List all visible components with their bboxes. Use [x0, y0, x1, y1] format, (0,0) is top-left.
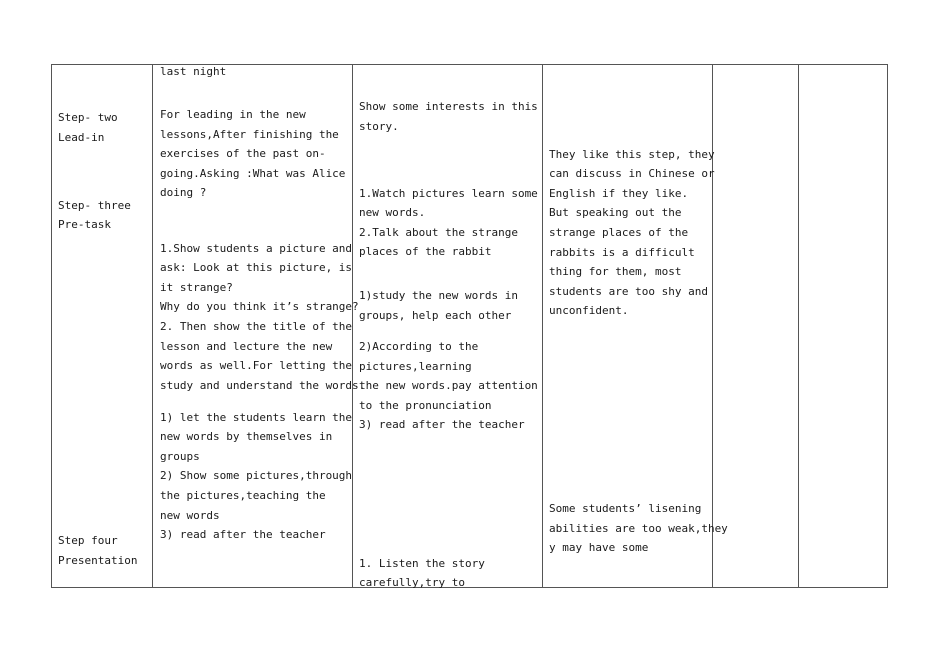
col2-line: words as well.For letting the [160, 359, 353, 372]
col2-line: Why do you think it’s strange? [160, 300, 359, 313]
col2-line: study and understand the words. [160, 379, 366, 392]
col3-line: pictures,learning [359, 360, 472, 373]
col2-line: lessons,After finishing the [160, 128, 339, 141]
col2-list-line: new words by themselves in [160, 430, 333, 443]
column-divider [152, 64, 153, 588]
col3-line: the new words.pay attention [359, 379, 538, 392]
col3-line: 1. Listen the story [359, 557, 485, 570]
presentation-label: Presentation [58, 554, 138, 567]
col2-line: doing ? [160, 186, 207, 199]
col4-line: thing for them, most [549, 265, 682, 278]
step-four-label: Step four [58, 534, 118, 547]
col3-line: 2)According to the [359, 340, 479, 353]
col4-line: can discuss in Chinese or [549, 167, 715, 180]
step-two-label: Step- two [58, 111, 118, 124]
col3-line: Show some interests in this [359, 100, 538, 113]
col2-list-line: new words [160, 509, 220, 522]
col2-list-line: the pictures,teaching the [160, 489, 326, 502]
col2-line: lesson and lecture the new [160, 340, 333, 353]
col3-line: places of the rabbit [359, 245, 492, 258]
col2-list-line: groups [160, 450, 200, 463]
col2-line: last night [160, 65, 227, 78]
col3-line: 2.Talk about the strange [359, 226, 518, 239]
col4-line: unconfident. [549, 304, 629, 317]
col4-line: students are too shy and [549, 285, 708, 298]
col4-line: abilities are too weak,they [549, 522, 728, 535]
col2-line: ask: Look at this picture, is [160, 261, 353, 274]
col2-list-line: 2) Show some pictures,through [160, 469, 353, 482]
col2-line: 2. Then show the title of the [160, 320, 353, 333]
lead-in-label: Lead-in [58, 131, 105, 144]
col3-line: 3) read after the teacher [359, 418, 525, 431]
col4-line: rabbits is a difficult [549, 246, 695, 259]
col3-line: to the pronunciation [359, 399, 492, 412]
col4-line: They like this step, they [549, 148, 715, 161]
col3-line: new words. [359, 206, 426, 219]
column-divider [798, 64, 799, 588]
column-divider [352, 64, 353, 588]
col3-line: story. [359, 120, 399, 133]
col2-list-line: 1) let the students learn the [160, 411, 353, 424]
col3-line: carefully,try to [359, 576, 465, 589]
col2-line: going.Asking :What was Alice [160, 167, 346, 180]
col4-line: y may have some [549, 541, 649, 554]
col2-line: exercises of the past on- [160, 147, 326, 160]
col4-line: strange places of the [549, 226, 689, 239]
col3-line: 1)study the new words in [359, 289, 518, 302]
column-divider [542, 64, 543, 588]
col2-line: it strange? [160, 281, 233, 294]
pre-task-label: Pre-task [58, 218, 111, 231]
col4-line: But speaking out the [549, 206, 682, 219]
col2-line: 1.Show students a picture and [160, 242, 353, 255]
step-three-label: Step- three [58, 199, 131, 212]
col2-list-line: 3) read after the teacher [160, 528, 326, 541]
col3-line: 1.Watch pictures learn some [359, 187, 538, 200]
col4-line: Some students’ lisening [549, 502, 702, 515]
col2-line: For leading in the new [160, 108, 306, 121]
column-divider [712, 64, 713, 588]
col3-line: groups, help each other [359, 309, 512, 322]
col4-line: English if they like. [549, 187, 689, 200]
